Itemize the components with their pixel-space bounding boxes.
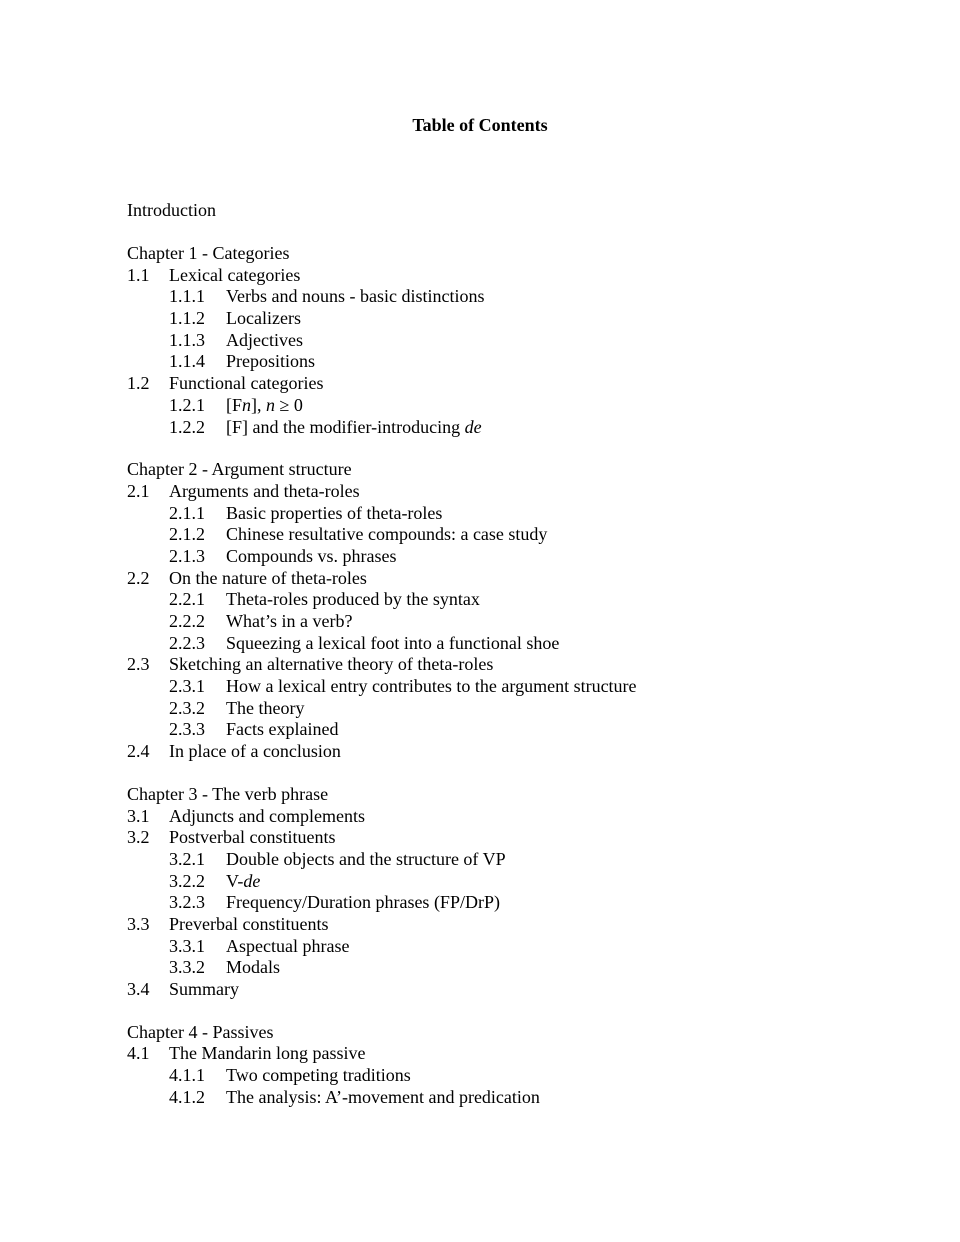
toc-entry: 3.4 Summary (127, 979, 239, 999)
toc-entry: 2.3.3 Facts explained (169, 719, 339, 740)
toc-entry: 1.1.4 Prepositions (169, 351, 316, 372)
toc-entry: 3.3.2 Modals (169, 957, 280, 978)
toc-entry: 2.2.2 What’s in a verb? (169, 611, 353, 631)
toc-entry: 2.1.3 Compounds vs. phrases (169, 545, 397, 566)
toc-chapter-2 (127, 458, 907, 762)
toc-entry: 4.1.1 Two competing traditions (169, 1065, 411, 1086)
toc-entry: 3.2.1 Double objects and the structure of VP (169, 848, 506, 869)
toc-entry: 1.1.1 Verbs and nouns - basic distinctions (169, 286, 485, 307)
toc-chapter-3 (127, 783, 907, 1000)
toc-entry: 2.2.1 Theta-roles produced by the syntax (169, 589, 480, 610)
toc-entry: 2.2.3 Squeezing a lexical foot into a functional shoe (169, 632, 560, 653)
toc-chapter-4 (127, 1021, 907, 1108)
toc-entry: 1.1.3 Adjectives (169, 329, 303, 350)
toc-entry: 1.2.2 [F] and the modifier-introducing de (169, 416, 482, 437)
toc-entry: 3.3 Preverbal constituents (127, 913, 329, 934)
page-title: Table of Contents (412, 115, 548, 135)
toc-entry: 2.1.1 Basic properties of theta-roles (169, 502, 443, 523)
toc-entry: 3.2.3 Frequency/Duration phrases (FP/DrP) (169, 892, 500, 913)
toc-entry: 2.4 In place of a conclusion (127, 741, 341, 762)
chapter-heading: Chapter 4 - Passives (127, 1021, 274, 1042)
toc-entry: 1.2.1 [Fn], n ≥ 0 (169, 394, 303, 415)
toc-entry: 1.1 Lexical categories (127, 264, 301, 285)
toc-introduction: Introduction (127, 200, 216, 220)
toc-entry: 2.1 Arguments and theta-roles (127, 480, 360, 501)
toc-entry: 2.3.1 How a lexical entry contributes to the argument structure (169, 676, 637, 697)
chapter-heading: Chapter 1 - Categories (127, 243, 290, 263)
toc-entry: 3.1 Adjuncts and complements (127, 805, 365, 826)
toc-entry: 2.2 On the nature of theta-roles (127, 567, 367, 588)
toc-entry: 2.1.2 Chinese resultative compounds: a case study (169, 524, 548, 545)
toc-chapters (127, 242, 907, 1128)
toc-entry: 2.3.2 The theory (169, 697, 305, 718)
toc-entry: 1.2 Functional categories (127, 373, 324, 394)
chapter-heading: Chapter 3 - The verb phrase (127, 783, 329, 804)
toc-entry: 4.1 The Mandarin long passive (127, 1043, 366, 1064)
chapter-heading: Chapter 2 - Argument structure (127, 459, 352, 480)
toc-entry: 1.1.2 Localizers (169, 308, 301, 329)
toc-entry: 3.2.2 V-de (169, 870, 261, 891)
toc-entry: 3.3.1 Aspectual phrase (169, 935, 350, 956)
toc-entry: 4.1.2 The analysis: A’-movement and predication (169, 1086, 540, 1107)
toc-entry: 2.3 Sketching an alternative theory of theta-roles (127, 654, 494, 675)
toc-chapter-1 (127, 242, 907, 437)
toc-entry: 3.2 Postverbal constituents (127, 827, 336, 848)
